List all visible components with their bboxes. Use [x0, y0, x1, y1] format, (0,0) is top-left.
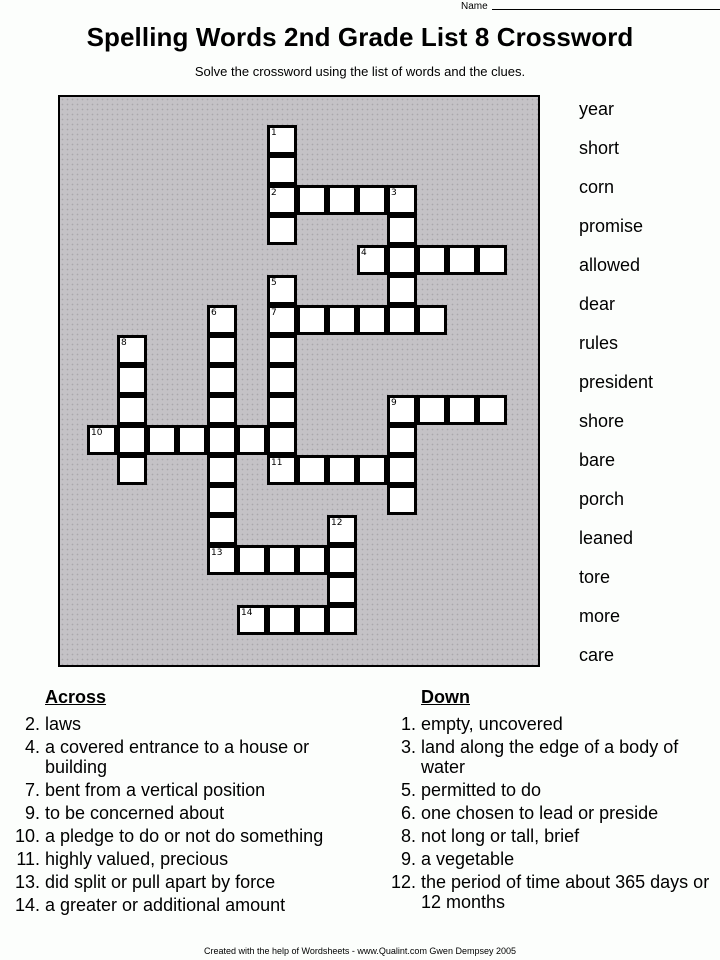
- grid-cell[interactable]: [267, 215, 297, 245]
- cell-input[interactable]: [90, 428, 114, 452]
- down-clue: [374, 714, 720, 734]
- grid-cell[interactable]: [207, 335, 237, 365]
- grid-cell[interactable]: [207, 455, 237, 485]
- clue-number: 6.: [400, 803, 416, 823]
- cell-input[interactable]: [390, 458, 414, 482]
- footer-credit: Created with the help of Wordsheets - www.Qualint.com Gwen Dempsey 2005: [204, 946, 516, 956]
- word-list-item: care: [579, 645, 615, 665]
- grid-cell[interactable]: [387, 185, 417, 215]
- cell-input[interactable]: [360, 458, 384, 482]
- cell-input[interactable]: [210, 338, 234, 362]
- clue-text: one chosen to lead or preside: [421, 803, 659, 823]
- across-clue: [0, 714, 360, 734]
- clue-text: permitted to do: [421, 780, 542, 800]
- across-clue: [0, 849, 360, 869]
- across-clue: [0, 826, 360, 846]
- word-list-item: more: [579, 606, 621, 626]
- grid-cell[interactable]: [417, 245, 447, 275]
- cell-input[interactable]: [240, 428, 264, 452]
- grid-cell[interactable]: [297, 185, 327, 215]
- name-label: Name: [461, 1, 488, 12]
- grid-cell[interactable]: [387, 305, 417, 335]
- grid-cell[interactable]: [297, 605, 327, 635]
- clue-number: 1: [271, 128, 277, 138]
- clue-text: laws: [45, 714, 82, 734]
- word-list-item: shore: [579, 411, 625, 431]
- clue-number: 3: [391, 188, 397, 198]
- cell-input[interactable]: [150, 428, 174, 452]
- grid-cell[interactable]: [267, 275, 297, 305]
- cell-input[interactable]: [210, 518, 234, 542]
- clue-number: 9.: [400, 849, 416, 869]
- grid-cell[interactable]: [207, 545, 237, 575]
- cell-input[interactable]: [330, 548, 354, 572]
- down-clue: [374, 803, 720, 823]
- clue-number: 11.: [16, 849, 40, 869]
- grid-cell[interactable]: [267, 185, 297, 215]
- clue-text: highly valued, precious: [45, 849, 229, 869]
- cell-input[interactable]: [390, 488, 414, 512]
- clue-number: 8: [121, 338, 127, 348]
- clue-number: 11: [271, 458, 283, 468]
- across-clue: [0, 803, 360, 823]
- clue-text: a greater or additional amount: [45, 895, 286, 915]
- word-list: [579, 97, 653, 682]
- cell-input[interactable]: [270, 548, 294, 572]
- cell-input[interactable]: [120, 338, 144, 362]
- cell-input[interactable]: [120, 398, 144, 422]
- cell-input[interactable]: [330, 308, 354, 332]
- grid-cell[interactable]: [477, 245, 507, 275]
- clue-number: 9.: [24, 803, 40, 823]
- grid-cell[interactable]: [387, 245, 417, 275]
- cell-input[interactable]: [270, 608, 294, 632]
- cell-input[interactable]: [240, 608, 264, 632]
- down-clues: [374, 686, 720, 915]
- clue-number: 13: [211, 548, 223, 558]
- across-heading: Across: [45, 687, 107, 707]
- word-list-item: tore: [579, 567, 611, 587]
- grid-cell[interactable]: [267, 545, 297, 575]
- grid-cell[interactable]: [87, 425, 117, 455]
- grid-cell[interactable]: [117, 425, 147, 455]
- word-list-item: short: [579, 138, 620, 158]
- cell-input[interactable]: [270, 368, 294, 392]
- grid-cell[interactable]: [267, 305, 297, 335]
- grid-cell[interactable]: [207, 515, 237, 545]
- across-clue: [0, 872, 360, 892]
- cell-input[interactable]: [210, 428, 234, 452]
- name-line[interactable]: [492, 9, 720, 10]
- cell-input[interactable]: [270, 278, 294, 302]
- name-field: [461, 0, 488, 12]
- page-title: Spelling Words 2nd Grade List 8 Crossword: [86, 22, 634, 52]
- clue-text: not long or tall, brief: [421, 826, 580, 846]
- cell-input[interactable]: [390, 218, 414, 242]
- word-list-item: president: [579, 372, 654, 392]
- grid-cell[interactable]: [207, 425, 237, 455]
- clue-number: 4: [361, 248, 367, 258]
- cell-input[interactable]: [210, 398, 234, 422]
- cell-input[interactable]: [330, 578, 354, 602]
- clue-text: the period of time about 365 days or 12 months: [421, 872, 710, 912]
- grid-cell[interactable]: [207, 485, 237, 515]
- down-clue: [374, 849, 720, 869]
- clue-text: a vegetable: [421, 849, 515, 869]
- cell-input[interactable]: [390, 428, 414, 452]
- grid-cell[interactable]: [327, 305, 357, 335]
- word-list-item: allowed: [579, 255, 641, 275]
- grid-cell[interactable]: [417, 305, 447, 335]
- cell-input[interactable]: [120, 368, 144, 392]
- grid-cell[interactable]: [357, 245, 387, 275]
- grid-cell[interactable]: [147, 425, 177, 455]
- cell-input[interactable]: [270, 308, 294, 332]
- clue-number: 5: [271, 278, 277, 288]
- cell-input[interactable]: [120, 428, 144, 452]
- clue-number: 9: [391, 398, 397, 408]
- clue-text: did split or pull apart by force: [45, 872, 276, 892]
- cell-input[interactable]: [300, 308, 324, 332]
- grid-cell[interactable]: [267, 455, 297, 485]
- cell-input[interactable]: [210, 308, 234, 332]
- cell-input[interactable]: [390, 398, 414, 422]
- cell-input[interactable]: [390, 308, 414, 332]
- down-clue: [374, 826, 720, 846]
- grid-cell[interactable]: [117, 335, 147, 365]
- across-clue: [0, 737, 360, 777]
- grid-cell[interactable]: [267, 395, 297, 425]
- down-clue: [374, 737, 720, 777]
- word-list-item: corn: [579, 177, 615, 197]
- grid-cell[interactable]: [207, 305, 237, 335]
- grid-cell[interactable]: [387, 455, 417, 485]
- grid-cell[interactable]: [327, 545, 357, 575]
- word-list-item: leaned: [579, 528, 634, 548]
- cell-input[interactable]: [270, 458, 294, 482]
- grid-cell[interactable]: [117, 455, 147, 485]
- cell-input[interactable]: [210, 548, 234, 572]
- grid-cell[interactable]: [267, 335, 297, 365]
- grid-cell[interactable]: [447, 245, 477, 275]
- grid-cell[interactable]: [207, 365, 237, 395]
- word-list-item: rules: [579, 333, 619, 353]
- word-list-item: porch: [579, 489, 625, 509]
- clue-text: a covered entrance to a house or building: [45, 737, 310, 777]
- grid-cell[interactable]: [477, 395, 507, 425]
- cell-input[interactable]: [270, 158, 294, 182]
- cell-input[interactable]: [390, 248, 414, 272]
- clue-number: 14.: [14, 895, 40, 915]
- grid-cell[interactable]: [237, 545, 267, 575]
- clue-number: 2: [271, 188, 277, 198]
- cell-input[interactable]: [360, 248, 384, 272]
- grid-cell[interactable]: [267, 605, 297, 635]
- clue-number: 2.: [24, 714, 40, 734]
- clue-text: bent from a vertical position: [45, 780, 266, 800]
- cell-input[interactable]: [420, 398, 444, 422]
- down-clue: [374, 872, 720, 912]
- clue-number: 6: [211, 308, 217, 318]
- clue-number: 12.: [390, 872, 416, 892]
- cell-input[interactable]: [480, 248, 504, 272]
- cell-input[interactable]: [270, 398, 294, 422]
- grid-cell[interactable]: [117, 395, 147, 425]
- crossword-grid: [58, 95, 540, 667]
- cell-input[interactable]: [450, 248, 474, 272]
- grid-cell[interactable]: [117, 365, 147, 395]
- word-list-item: year: [579, 99, 615, 119]
- grid-cell[interactable]: [237, 605, 267, 635]
- grid-cell[interactable]: [267, 155, 297, 185]
- grid-cell[interactable]: [297, 545, 327, 575]
- cell-input[interactable]: [480, 398, 504, 422]
- cell-input[interactable]: [450, 398, 474, 422]
- down-heading: Down: [421, 687, 470, 707]
- across-clue: [0, 780, 360, 800]
- grid-cell[interactable]: [327, 515, 357, 545]
- grid-cell[interactable]: [297, 455, 327, 485]
- grid-cell[interactable]: [177, 425, 207, 455]
- cell-input[interactable]: [270, 338, 294, 362]
- clue-number: 7.: [24, 780, 40, 800]
- cell-input[interactable]: [300, 608, 324, 632]
- down-clue: [374, 780, 720, 800]
- clue-number: 12: [331, 518, 343, 528]
- clue-text: to be concerned about: [45, 803, 225, 823]
- clue-number: 14: [241, 608, 253, 618]
- word-list-item: promise: [579, 216, 644, 236]
- cell-input[interactable]: [360, 188, 384, 212]
- cell-input[interactable]: [180, 428, 204, 452]
- cell-input[interactable]: [330, 458, 354, 482]
- grid-cell[interactable]: [207, 395, 237, 425]
- grid-cell[interactable]: [387, 395, 417, 425]
- cell-input[interactable]: [270, 188, 294, 212]
- clue-number: 4.: [24, 737, 40, 757]
- grid-cell[interactable]: [267, 365, 297, 395]
- grid-cell[interactable]: [327, 455, 357, 485]
- word-list-item: dear: [579, 294, 616, 314]
- grid-cell[interactable]: [387, 275, 417, 305]
- cell-input[interactable]: [120, 458, 144, 482]
- cell-input[interactable]: [360, 308, 384, 332]
- grid-cell[interactable]: [387, 425, 417, 455]
- grid-cell[interactable]: [417, 395, 447, 425]
- clue-number: 7: [271, 308, 277, 318]
- cell-input[interactable]: [390, 278, 414, 302]
- grid-cell[interactable]: [327, 575, 357, 605]
- cell-input[interactable]: [330, 608, 354, 632]
- clue-number: 5.: [400, 780, 416, 800]
- cell-input[interactable]: [210, 458, 234, 482]
- grid-cell[interactable]: [357, 305, 387, 335]
- grid-cell[interactable]: [447, 395, 477, 425]
- clue-number: 10.: [14, 826, 40, 846]
- cell-input[interactable]: [240, 548, 264, 572]
- cell-input[interactable]: [390, 188, 414, 212]
- grid-cell[interactable]: [327, 605, 357, 635]
- cell-input[interactable]: [300, 188, 324, 212]
- grid-cell[interactable]: [237, 425, 267, 455]
- clue-number: 13.: [14, 872, 40, 892]
- cell-input[interactable]: [270, 218, 294, 242]
- cell-input[interactable]: [270, 128, 294, 152]
- clue-text: empty, uncovered: [421, 714, 563, 734]
- clue-number: 3.: [400, 737, 416, 757]
- cell-input[interactable]: [420, 308, 444, 332]
- clue-text: land along the edge of a body of water: [421, 737, 679, 777]
- grid-cell[interactable]: [327, 185, 357, 215]
- grid-cell[interactable]: [387, 215, 417, 245]
- grid-cell[interactable]: [357, 185, 387, 215]
- cell-input[interactable]: [330, 518, 354, 542]
- across-clue: [0, 895, 360, 915]
- cell-input[interactable]: [330, 188, 354, 212]
- cell-input[interactable]: [300, 458, 324, 482]
- word-list-item: bare: [579, 450, 616, 470]
- cell-input[interactable]: [210, 368, 234, 392]
- grid-cell[interactable]: [267, 125, 297, 155]
- clue-number: 10: [91, 428, 103, 438]
- instructions: Solve the crossword using the list of words and the clues.: [194, 64, 526, 79]
- grid-cell[interactable]: [267, 425, 297, 455]
- cell-input[interactable]: [300, 548, 324, 572]
- clue-number: 8.: [400, 826, 416, 846]
- across-clues: [0, 686, 360, 918]
- clue-text: a pledge to do or not do something: [45, 826, 324, 846]
- cell-input[interactable]: [210, 488, 234, 512]
- grid-cell[interactable]: [357, 455, 387, 485]
- grid-cell[interactable]: [297, 305, 327, 335]
- cell-input[interactable]: [270, 428, 294, 452]
- clue-number: 1.: [400, 714, 416, 734]
- grid-cell[interactable]: [387, 485, 417, 515]
- cell-input[interactable]: [420, 248, 444, 272]
